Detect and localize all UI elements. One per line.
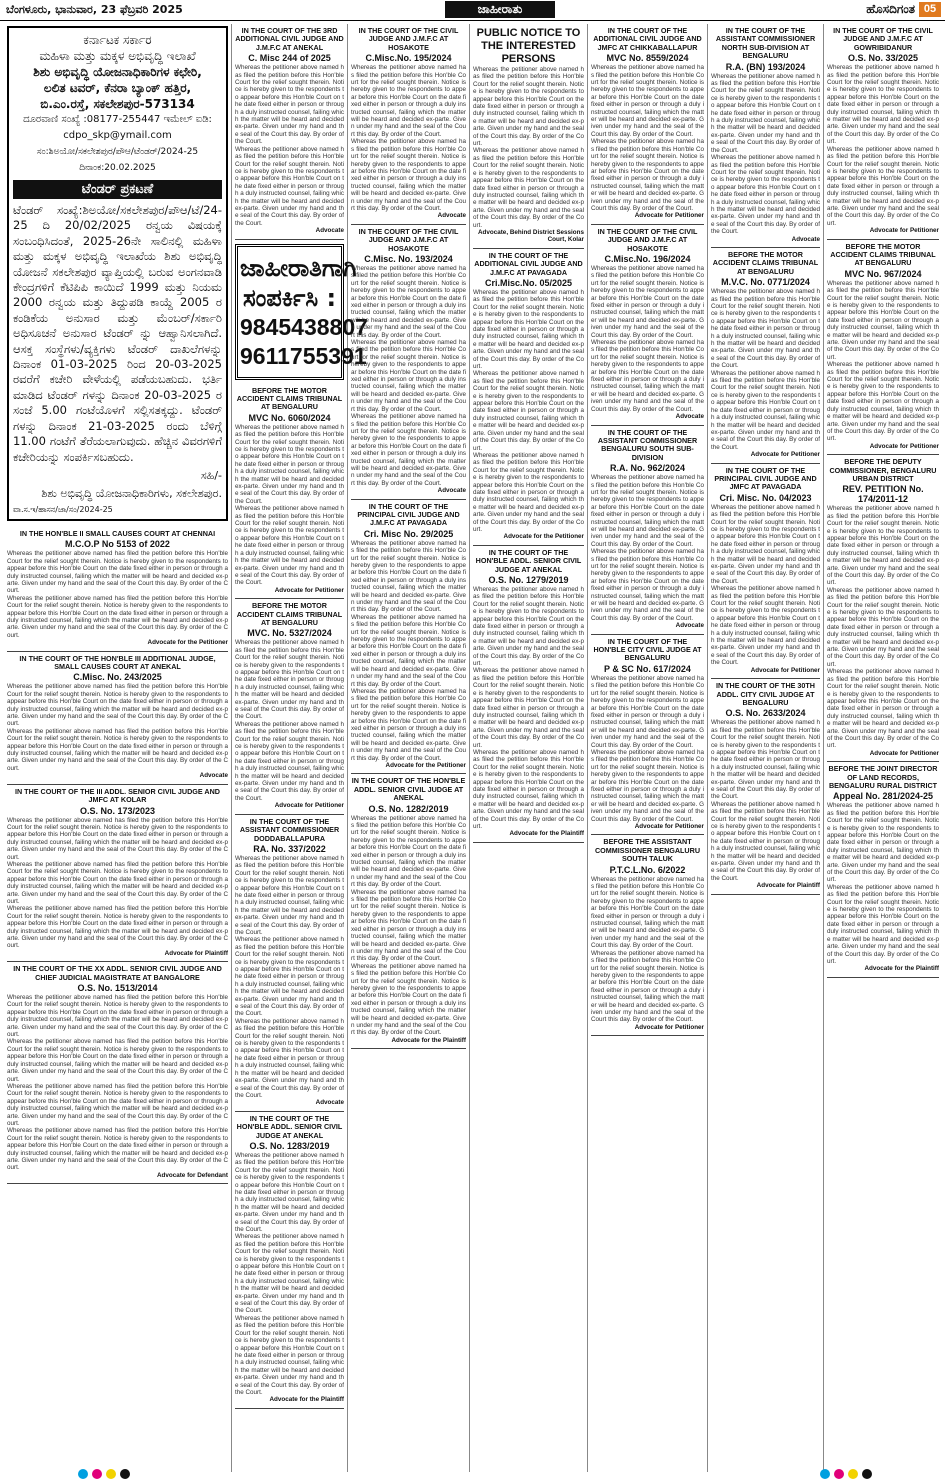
legal-notice xyxy=(351,225,466,500)
notice-case-no: C.Misc. No. 243/2025 xyxy=(73,672,162,683)
notice-body: Whereas the petitioner above named has filed the petition before this Hon'ble Court for the relief sought therein. Notice is hereby given to the respondents to appear before this Hon'ble Court on the date fixed either in person or through a duly instructed counsel, failing which the matter will be heard and decided ex-parte. Given under my hand and the seal of the Court this day. By order of the Court. xyxy=(7,1038,228,1083)
notice-case-no: MVC No. 8559/2024 xyxy=(606,53,689,64)
legal-notice xyxy=(351,500,466,775)
notice-body: Whereas the petitioner above named has filed the petition before this Hon'ble Court for the relief sought therein. Notice is hereby given to the respondents to appear before this Hon'ble Court on the date fixed either in person or through a duly instructed counsel, failing which the matter will be heard and decided ex-parte. Given under my hand and the seal of the Court this day. By order of the Court. xyxy=(827,279,939,361)
notice-court: IN THE COURT OF THE CIVIL JUDGE AND J.M.F.C AT HOSAKOTE xyxy=(597,226,698,253)
notice-case-no: P & SC No. 617/2024 xyxy=(604,663,691,674)
notice-body: Whereas the petitioner above named has filed the petition before this Hon'ble Court for the relief sought therein. Notice is hereby given to the respondents to appear before this Hon'ble Court on the date fixed either in person or through a duly instructed counsel, failing which the matter will be heard and decided ex-parte. Given under my hand and the seal of the Court this day. By order of the Court. xyxy=(591,64,704,138)
notice-advocate: Advocate for Petitioner xyxy=(750,666,820,674)
column-6 xyxy=(708,24,824,1472)
notice-advocate: Advocate for Petitioner xyxy=(869,442,939,450)
ad-phone: 9845438807 xyxy=(240,313,368,340)
notice-advocate: Advocate xyxy=(437,487,466,495)
notice-body: Whereas the petitioner above named has filed the petition before this Hon'ble Court for the relief sought therein. Notice is hereby given to the respondents to appear before this Hon'ble Court on the date fixed either in person or through a duly instructed counsel, failing which the matter will be heard and decided ex-parte. Given under my hand and the seal of the Court this day. By order of the Court. xyxy=(351,539,466,614)
notice-body: Whereas the petitioner above named has filed the petition before this Hon'ble Court for the relief sought therein. Notice is hereby given to the respondents to appear before this Hon'ble Court on the date fixed either in person or through a duly instructed counsel, failing which the matter will be heard and decided ex-parte. Given under my hand and the seal of the Court this day. By order of the Court. xyxy=(7,994,228,1039)
tender-line: ಕರ್ನಾಟಕ ಸರ್ಕಾರ xyxy=(83,33,152,47)
section-title: ಜಾಹೀರಾತು xyxy=(445,1,555,18)
notice-case-no: Cri. Misc No. 29/2025 xyxy=(363,528,454,539)
tender-notice xyxy=(7,26,228,521)
notice-case-no: Appeal No. 281/2024-25 xyxy=(832,791,934,802)
notice-body: Whereas the petitioner above named has filed the petition before this Hon'ble Court for the relief sought therein. Notice is hereby given to the respondents to appear before this Hon'ble Court on the date fixed either in person or through a duly instructed counsel, failing which the matter will be heard and decided ex-parte. Given under my hand and the seal of the Court this day. By order of the Court. xyxy=(7,550,228,595)
notice-body: Whereas the petitioner above named has filed the petition before this Hon'ble Court for the relief sought therein. Notice is hereby given to the respondents to appear before this Hon'ble Court on the date fixed either in person or through a duly instructed counsel, failing which the matter will be heard and decided ex-parte. Given under my hand and the seal of the Court this day. By order of the Court. xyxy=(591,264,704,339)
notice-court: IN THE COURT OF THE HON'BLE ADDL. SENIOR CIVIL JUDGE AT ANEKAL xyxy=(236,1113,343,1140)
legal-notice xyxy=(827,240,939,456)
notice-advocate: Advocate for Plaintiff xyxy=(756,882,820,890)
notice-body: Whereas the petitioner above named has filed the petition before this Hon'ble Court for the relief sought therein. Notice is hereby given to the respondents to appear before this Hon'ble Court on the date fixed either in person or through a duly instructed counsel, failing which the matter will be heard and decided ex-parte. Given under my hand and the seal of the Court this day. By order of the Court. xyxy=(7,1082,228,1127)
legal-notice xyxy=(591,635,704,836)
public-notice xyxy=(473,24,584,249)
tender-sign: ಸಹಿ/- xyxy=(200,468,222,482)
legal-notice xyxy=(711,679,820,895)
notice-case-no: MVC No. 967/2024 xyxy=(844,268,922,279)
notice-case-no: O.S. No. 1279/2019 xyxy=(488,575,569,585)
registration-mark-icon xyxy=(106,1469,116,1479)
notice-body: Whereas the petitioner above named has filed the petition before this Hon'ble Court for the relief sought therein. Notice is hereby given to the respondents to appear before this Hon'ble Court on the date fixed either in person or through a duly instructed counsel, failing which the matter will be heard and decided ex-parte. Given under my hand and the seal of the Court this day. By order of the Court. xyxy=(711,585,820,667)
tender-footer: ವಾ.ಸ.ಇ/ಹಾಸನ/ಜಾ/ಸಂ/2024-25 xyxy=(13,504,113,514)
column-1 xyxy=(4,24,232,1472)
notice-body: Whereas the petitioner above named has filed the petition before this Hon'ble Court for the relief sought therein. Notice is hereby given to the respondents to appear before this Hon'ble Court on the date fixed either in person or through a duly instructed counsel, failing which the matter will be heard and decided ex-parte. Given under my hand and the seal of the Court this day. By order of the Court. xyxy=(235,639,344,721)
notice-body: Whereas the petitioner above named has filed the petition before this Hon'ble Court for the relief sought therein. Notice is hereby given to the respondents to appear before this Hon'ble Court on the date fixed either in person or through a duly instructed counsel, failing which the matter will be heard and decided ex-parte. Given under my hand and the seal of the Court this day. By order of the Court. xyxy=(235,505,344,587)
registration-mark-icon xyxy=(862,1469,872,1479)
notice-body: Whereas the petitioner above named has filed the petition before this Hon'ble Court for the relief sought therein. Notice is hereby given to the respondents to appear before this Hon'ble Court on the date fixed either in person or through a duly instructed counsel, failing which the matter will be heard and decided ex-parte. Given under my hand and the seal of the Court this day. By order of the Court. xyxy=(473,667,584,749)
notice-court: IN THE COURT OF THE HON'BLE III ADDITIONAL JUDGE, SMALL CAUSES COURT AT ANEKAL xyxy=(19,653,216,671)
notice-body: Whereas the petitioner above named has filed the petition before this Hon'ble Court for the relief sought therein. Notice is hereby given to the respondents to appear before this Hon'ble Court on the date fixed either in person or through a duly instructed counsel, failing which the matter will be heard and decided ex-parte. Given under my hand and the seal of the Court this day. By order of the Court. xyxy=(591,949,704,1024)
legal-notice xyxy=(235,384,344,600)
column-4 xyxy=(470,24,588,1472)
notice-body: Whereas the petitioner above named has filed the petition before this Hon'ble Court for the relief sought therein. Notice is hereby given to the respondents to appear before this Hon'ble Court on the date fixed either in person or through a duly instructed counsel, failing which the matter will be heard and decided ex-parte. Given under my hand and the seal of the Court this day. By order of the Court. xyxy=(827,505,939,587)
notice-advocate: Advocate, Behind District Sessions Court, Kolar xyxy=(477,228,584,244)
legal-notice xyxy=(591,835,704,1036)
notice-body: Whereas the petitioner above named has filed the petition before this Hon'ble Court for the relief sought therein. Notice is hereby given to the respondents to appear before this Hon'ble Court on the date fixed either in person or through a duly instructed counsel, failing which the matter will be heard and decided ex-parte. Given under my hand and the seal of the Court this day. By order of the Court. xyxy=(235,423,344,505)
ad-phone: 9611755391 xyxy=(240,342,367,369)
notice-body: Whereas the petitioner above named has filed the petition before this Hon'ble Court for the relief sought therein. Notice is hereby given to the respondents to appear before this Hon'ble Court on the date fixed either in person or through a duly instructed counsel, failing which the matter will be heard and decided ex-parte. Given under my hand and the seal of the Court this day. By order of the Court. xyxy=(827,802,939,884)
ad-title: ಜಾಹೀರಾತಿಗಾಗಿ xyxy=(240,253,357,282)
notice-advocate: Advocate xyxy=(315,1099,344,1107)
notice-body: Whereas the petitioner above named has filed the petition before this Hon'ble Court for the relief sought therein. Notice is hereby given to the respondents to appear before this Hon'ble Court on the date fixed either in person or through a duly instructed counsel, failing which the matter will be heard and decided ex-parte. Given under my hand and the seal of the Court this day. By order of the Court. xyxy=(7,1127,228,1172)
notice-court: BEFORE THE ASSISTANT COMMISSIONER BENGALURU SOUTH TALUK xyxy=(594,837,701,864)
notice-case-no: O.S. No. 2633/2024 xyxy=(725,708,806,719)
notice-court: IN THE COURT OF THE ADDITIONAL CIVIL JUDGE AND JMFC AT CHIKKABALLAPUR xyxy=(593,26,702,52)
notice-court: IN THE COURT OF THE CIVIL JUDGE AND J.M.F.C AT HOSAKOTE xyxy=(358,26,459,52)
notice-court: IN THE COURT OF THE 30TH ADDL. CITY CIVIL JUDGE AT BENGALURU xyxy=(715,681,816,707)
tender-line: ಲಲಿತ ಟವರ್, ಕೆನರಾ ಬ್ಯಾಂಕ್ ಹತ್ತಿರ, xyxy=(43,81,192,95)
tender-line: ಮಹಿಳಾ ಮತ್ತು ಮಕ್ಕಳ ಅಭಿವೃದ್ಧಿ ಇಲಾಖೆ xyxy=(39,49,196,63)
notice-advocate: Advocate xyxy=(199,772,228,780)
notice-advocate: Advocate for the Petitioner xyxy=(147,639,228,647)
masthead: ಹೊಸದಿಗಂತ xyxy=(866,2,915,16)
page-number: 05 xyxy=(919,2,941,17)
notice-body: Whereas the petitioner above named has filed the petition before this Hon'ble Court for the relief sought therein. Notice is hereby given to the respondents to appear before this Hon'ble Court on the date fixed either in person or through a duly instructed counsel, failing which the matter will be heard and decided ex-parte. Given under my hand and the seal of the Court this day. By order of the Court. xyxy=(711,72,820,154)
notice-court: IN THE COURT OF THE CIVIL JUDGE AND J.M.F.C AT GOWRIBIDANUR xyxy=(833,26,933,52)
notice-body: Whereas the petitioner above named has filed the petition before this Hon'ble Court for the relief sought therein. Notice is hereby given to the respondents to appear before this Hon'ble Court on the date fixed either in person or through a duly instructed counsel, failing which the matter will be heard and decided ex-parte. Given under my hand and the seal of the Court this day. By order of the Court. xyxy=(473,748,584,830)
notice-body: Whereas the petitioner above named has filed the petition before this Hon'ble Court for the relief sought therein. Notice is hereby given to the respondents to appear before this Hon'ble Court on the date fixed either in person or through a duly instructed counsel, failing which the matter will be heard and decided ex-parte. Given under my hand and the seal of the Court this day. By order of the Court. xyxy=(711,719,820,801)
registration-mark-icon xyxy=(820,1469,830,1479)
notice-court: IN THE COURT OF THE ASSISTANT COMMISSIONER DODDABALLAPURA xyxy=(239,816,340,843)
notice-body: Whereas the petitioner above named has filed the petition before this Hon'ble Court for the relief sought therein. Notice is hereby given to the respondents to appear before this Hon'ble Court on the date fixed either in person or through a duly instructed counsel, failing which the matter will be heard and decided ex-parte. Given under my hand and the seal of the Court this day. By order of the Court. xyxy=(711,288,820,370)
notice-body: Whereas the petitioner above named has filed the petition before this Hon'ble Court for the relief sought therein. Notice is hereby given to the respondents to appear before this Hon'ble Court on the date fixed either in person or through a duly instructed counsel, failing which the matter will be heard and decided ex-parte. Given under my hand and the seal of the Court this day. By order of the Court. xyxy=(827,64,939,146)
notice-body: Whereas the petitioner above named has filed the petition before this Hon'ble Court for the relief sought therein. Notice is hereby given to the respondents to appear before this Hon'ble Court on the date fixed either in person or through a duly instructed counsel, failing which the matter will be heard and decided ex-parte. Given under my hand and the seal of the Court this day. By order of the Court. xyxy=(591,138,704,212)
notice-body: Whereas the petitioner above named has filed the petition before this Hon'ble Court for the relief sought therein. Notice is hereby given to the respondents to appear before this Hon'ble Court on the date fixed either in person or through a duly instructed counsel, failing which the matter will be heard and decided ex-parte. Given under my hand and the seal of the Court this day. By order of the Court. xyxy=(827,668,939,750)
notice-body: Whereas the petitioner above named has filed the petition before this Hon'ble Court for the relief sought therein. Notice is hereby given to the respondents to appear before this Hon'ble Court on the date fixed either in person or through a duly instructed counsel, failing which the matter will be heard and decided ex-parte. Given under my hand and the seal of the Court this day. By order of the Court. xyxy=(351,962,466,1037)
notice-advocate: Advocate xyxy=(675,622,704,630)
notice-court: IN THE COURT OF THE PRINCIPAL CIVIL JUDGE AND J.M.F.C AT PAVAGADA xyxy=(357,501,460,528)
notice-body: Whereas the petitioner above named has filed the petition before this Hon'ble Court for the relief sought therein. Notice is hereby given to the respondents to appear before this Hon'ble Court on the date fixed either in person or through a duly instructed counsel, failing which the matter will be heard and decided ex-parte. Given under my hand and the seal of the Court this day. By order of the Court. xyxy=(827,361,939,443)
notice-body: Whereas the petitioner above named has filed the petition before this Hon'ble Court for the relief sought therein. Notice is hereby given to the respondents to appear before this Hon'ble Court on the date fixed either in person or through a duly instructed counsel, failing which the matter will be heard and decided ex-parte. Given under my hand and the seal of the Court this day. By order of the Court. xyxy=(473,147,584,229)
notice-body: Whereas the petitioner above named has filed the petition before this Hon'ble Court for the relief sought therein. Notice is hereby given to the respondents to appear before this Hon'ble Court on the date fixed either in person or through a duly instructed counsel, failing which the matter will be heard and decided ex-parte. Given under my hand and the seal of the Court this day. By order of the Court. xyxy=(711,154,820,236)
notice-court: IN THE COURT OF THE ADDITIONAL CIVIL JUDGE AND J.M.F.C AT PAVAGADA xyxy=(474,250,583,277)
notice-body: Whereas the petitioner above named has filed the petition before this Hon'ble Court for the relief sought therein. Notice is hereby given to the respondents to appear before this Hon'ble Court on the date fixed either in person or through a duly instructed counsel, failing which the matter will be heard and decided ex-parte. Given under my hand and the seal of the Court this day. By order of the Court. xyxy=(235,854,344,936)
notice-body: Whereas the petitioner above named has filed the petition before this Hon'ble Court for the relief sought therein. Notice is hereby given to the respondents to appear before this Hon'ble Court on the date fixed either in person or through a duly instructed counsel, failing which the matter will be heard and decided ex-parte. Given under my hand and the seal of the Court this day. By order of the Court. xyxy=(473,66,584,148)
tender-title: ಟೆಂಡರ್ ಪ್ರಕಟಣೆ xyxy=(13,180,222,199)
notice-body: Whereas the petitioner above named has filed the petition before this Hon'ble Court for the relief sought therein. Notice is hereby given to the respondents to appear before this Hon'ble Court on the date fixed either in person or through a duly instructed counsel, failing which the matter will be heard and decided ex-parte. Given under my hand and the seal of the Court this day. By order of the Court. xyxy=(591,474,704,548)
notice-case-no: C.Misc.No. 195/2024 xyxy=(365,53,452,64)
notice-case-no: R.A. No. 962/2024 xyxy=(609,463,686,474)
notice-case-no: MVC. No. 5327/2024 xyxy=(247,628,332,639)
notice-body: Whereas the petitioner above named has filed the petition before this Hon'ble Court for the relief sought therein. Notice is hereby given to the respondents to appear before this Hon'ble Court on the date fixed either in person or through a duly instructed counsel, failing which the matter will be heard and decided ex-parte. Given under my hand and the seal of the Court this day. By order of the Court. xyxy=(7,727,228,772)
notice-body: Whereas the petitioner above named has filed the petition before this Hon'ble Court for the relief sought therein. Notice is hereby given to the respondents to appear before this Hon'ble Court on the date fixed either in person or through a duly instructed counsel, failing which the matter will be heard and decided ex-parte. Given under my hand and the seal of the Court this day. By order of the Court. xyxy=(235,936,344,1018)
notice-advocate: Advocate for the Plaintiff xyxy=(269,1396,344,1404)
notice-case-no: C.Misc. No. 193/2024 xyxy=(364,253,453,264)
legal-notice xyxy=(7,652,228,785)
legal-notice xyxy=(235,599,344,815)
notice-case-no: M.V.C. No. 0771/2024 xyxy=(721,277,810,288)
notice-body: Whereas the petitioner above named has filed the petition before this Hon'ble Court for the relief sought therein. Notice is hereby given to the respondents to appear before this Hon'ble Court on the date fixed either in person or through a duly instructed counsel, failing which the matter will be heard and decided ex-parte. Given under my hand and the seal of the Court this day. By order of the Court. xyxy=(711,800,820,882)
column-7 xyxy=(824,24,942,1472)
notice-case-no: C. Misc 244 of 2025 xyxy=(248,53,331,64)
legal-notice xyxy=(7,962,228,1184)
notice-court: IN THE COURT OF THE 3RD ADDITIONAL CIVIL JUDGE AND J.M.F.C AT ANEKAL xyxy=(235,26,344,52)
public-notice-title: PUBLIC NOTICE TO THE INTERESTED PERSONS xyxy=(476,27,581,65)
notice-case-no: O.S. No. 33/2025 xyxy=(847,53,919,64)
notice-body: Whereas the petitioner above named has filed the petition before this Hon'ble Court for the relief sought therein. Notice is hereby given to the respondents to appear before this Hon'ble Court on the date fixed either in person or through a duly instructed counsel, failing which the matter will be heard and decided ex-parte. Given under my hand and the seal of the Court this day. By order of the Court. xyxy=(351,413,466,487)
notice-case-no: MVC No. 6060/2024 xyxy=(248,412,331,423)
notice-body: Whereas the petitioner above named has filed the petition before this Hon'ble Court for the relief sought therein. Notice is hereby given to the respondents to appear before this Hon'ble Court on the date fixed either in person or through a duly instructed counsel, failing which the matter will be heard and decided ex-parte. Given under my hand and the seal of the Court this day. By order of the Court. xyxy=(473,451,584,533)
notice-body: Whereas the petitioner above named has filed the petition before this Hon'ble Court for the relief sought therein. Notice is hereby given to the respondents to appear before this Hon'ble Court on the date fixed either in person or through a duly instructed counsel, failing which the matter will be heard and decided ex-parte. Given under my hand and the seal of the Court this day. By order of the Court. xyxy=(7,594,228,639)
notice-case-no: O.S. No. 173/2023 xyxy=(79,805,156,816)
notice-body: Whereas the petitioner above named has filed the petition before this Hon'ble Court for the relief sought therein. Notice is hereby given to the respondents to appear before this Hon'ble Court on the date fixed either in person or through a duly instructed counsel, failing which the matter will be heard and decided ex-parte. Given under my hand and the seal of the Court this day. By order of the Court. xyxy=(827,883,939,965)
notice-case-no: R.A. (BN) 193/2024 xyxy=(725,61,806,72)
registration-mark-icon xyxy=(834,1469,844,1479)
legal-notice xyxy=(235,24,344,240)
notice-case-no: P.T.C.L.No. 6/2022 xyxy=(609,864,686,875)
notice-court: BEFORE THE MOTOR ACCIDENT CLAIMS TRIBUNAL AT BENGALURU xyxy=(236,601,343,627)
notice-body: Whereas the petitioner above named has filed the petition before this Hon'ble Court for the relief sought therein. Notice is hereby given to the respondents to appear before this Hon'ble Court on the date fixed either in person or through a duly instructed counsel, failing which the matter will be heard and decided ex-parte. Given under my hand and the seal of the Court this day. By order of the Court. xyxy=(351,339,466,413)
notice-advocate: Advocate for Petitioner xyxy=(634,1023,704,1031)
notice-body: Whereas the petitioner above named has filed the petition before this Hon'ble Court for the relief sought therein. Notice is hereby given to the respondents to appear before this Hon'ble Court on the date fixed either in person or through a duly instructed counsel, failing which the matter will be heard and decided ex-parte. Given under my hand and the seal of the Court this day. By order of the Court. xyxy=(711,369,820,451)
registration-mark-icon xyxy=(78,1469,88,1479)
notice-body: Whereas the petitioner above named has filed the petition before this Hon'ble Court for the relief sought therein. Notice is hereby given to the respondents to appear before this Hon'ble Court on the date fixed either in person or through a duly instructed counsel, failing which the matter will be heard and decided ex-parte. Given under my hand and the seal of the Court this day. By order of the Court. xyxy=(351,64,466,138)
notice-body: Whereas the petitioner above named has filed the petition before this Hon'ble Court for the relief sought therein. Notice is hereby given to the respondents to appear before this Hon'ble Court on the date fixed either in person or through a duly instructed counsel, failing which the matter will be heard and decided ex-parte. Given under my hand and the seal of the Court this day. By order of the Court. xyxy=(473,586,584,668)
notice-case-no: Cri. Misc. No. 04/2023 xyxy=(719,492,812,503)
column-5 xyxy=(588,24,708,1472)
registration-mark-icon xyxy=(120,1469,130,1479)
notice-body: Whereas the petitioner above named has filed the petition before this Hon'ble Court for the relief sought therein. Notice is hereby given to the respondents to appear before this Hon'ble Court on the date fixed either in person or through a duly instructed counsel, failing which the matter will be heard and decided ex-parte. Given under my hand and the seal of the Court this day. By order of the Court. xyxy=(235,145,344,227)
legal-notice xyxy=(351,24,466,225)
notice-court: BEFORE THE MOTOR ACCIDENT CLAIMS TRIBUNAL AT BENGALURU xyxy=(830,241,936,268)
notice-body: Whereas the petitioner above named has filed the petition before this Hon'ble Court for the relief sought therein. Notice is hereby given to the respondents to appear before this Hon'ble Court on the date fixed either in person or through a duly instructed counsel, failing which the matter will be heard and decided ex-parte. Given under my hand and the seal of the Court this day. By order of the Court. xyxy=(7,683,228,728)
notice-body: Whereas the petitioner above named has filed the petition before this Hon'ble Court for the relief sought therein. Notice is hereby given to the respondents to appear before this Hon'ble Court on the date fixed either in person or through a duly instructed counsel, failing which the matter will be heard and decided ex-parte. Given under my hand and the seal of the Court this day. By order of the Court. xyxy=(351,613,466,688)
notice-advocate: Advocate for Defendant xyxy=(156,1171,228,1179)
notice-court: BEFORE THE DEPUTY COMMISSIONER, BENGALURU URBAN DISTRICT xyxy=(829,457,937,483)
tender-line: ಶಿಶು ಅಭಿವೃದ್ಧಿ ಯೋಜನಾಧಿಕಾರಿಗಳ ಕಛೇರಿ, xyxy=(33,65,202,79)
notice-case-no: RA. No. 337/2022 xyxy=(253,843,326,854)
notice-court: BEFORE THE JOINT DIRECTOR OF LAND RECORDS, BENGALURU RURAL DISTRICT xyxy=(828,764,938,790)
legal-notice xyxy=(7,527,228,652)
notice-body: Whereas the petitioner above named has filed the petition before this Hon'ble Court for the relief sought therein. Notice is hereby given to the respondents to appear before this Hon'ble Court on the date fixed either in person or through a duly instructed counsel, failing which the matter will be heard and decided ex-parte. Given under my hand and the seal of the Court this day. By order of the Court. xyxy=(591,674,704,749)
notice-body: Whereas the petitioner above named has filed the petition before this Hon'ble Court for the relief sought therein. Notice is hereby given to the respondents to appear before this Hon'ble Court on the date fixed either in person or through a duly instructed counsel, failing which the matter will be heard and decided ex-parte. Given under my hand and the seal of the Court this day. By order of the Court. xyxy=(473,370,584,452)
tender-email: cdpo_skp@ymail.com xyxy=(63,130,172,141)
legal-notice xyxy=(827,762,939,978)
notice-body: Whereas the petitioner above named has filed the petition before this Hon'ble Court for the relief sought therein. Notice is hereby given to the respondents to appear before this Hon'ble Court on the date fixed either in person or through a duly instructed counsel, failing which the matter will be heard and decided ex-parte. Given under my hand and the seal of the Court this day. By order of the Court. xyxy=(235,1233,344,1315)
legal-notice xyxy=(7,785,228,963)
tender-line: ಬಿ.ಎಂ.ರಸ್ತೆ, ಸಕಲೇಶಪುರ-573134 xyxy=(40,97,195,111)
legal-notice xyxy=(351,774,466,1049)
notice-court: IN THE COURT OF THE HON'BLE CITY CIVIL JUDGE AT BENGALURU xyxy=(593,636,702,663)
notice-court: IN THE HON'BLE II SMALL CAUSES COURT AT CHENNAI xyxy=(19,528,216,538)
notice-body: Whereas the petitioner above named has filed the petition before this Hon'ble Court for the relief sought therein. Notice is hereby given to the respondents to appear before this Hon'ble Court on the date fixed either in person or through a duly instructed counsel, failing which the matter will be heard and decided ex-parte. Given under my hand and the seal of the Court this day. By order of the Court. xyxy=(351,814,466,889)
notice-advocate: Advocate for Petitioner xyxy=(869,227,939,235)
notice-advocate: Advocate for the Petitioner xyxy=(385,761,466,769)
notice-court: IN THE COURT OF THE HON'BLE ADDL. SENIOR CIVIL JUDGE AT ANEKAL xyxy=(351,776,466,803)
notice-case-no: REV. PETITION No. 174/2011-12 xyxy=(842,484,924,505)
notice-court: IN THE COURT OF THE ASSISTANT COMMISSIONER NORTH SUB-DIVISION AT BENGALURU xyxy=(715,26,816,61)
column-3 xyxy=(348,24,470,1472)
notice-body: Whereas the petitioner above named has filed the petition before this Hon'ble Court for the relief sought therein. Notice is hereby given to the respondents to appear before this Hon'ble Court on the date fixed either in person or through a duly instructed counsel, failing which the matter will be heard and decided ex-parte. Given under my hand and the seal of the Court this day. By order of the Court. xyxy=(7,816,228,861)
notice-case-no: M.C.O.P No 5153 of 2022 xyxy=(65,539,170,550)
notice-body: Whereas the petitioner above named has filed the petition before this Hon'ble Court for the relief sought therein. Notice is hereby given to the respondents to appear before this Hon'ble Court on the date fixed either in person or through a duly instructed counsel, failing which the matter will be heard and decided ex-parte. Given under my hand and the seal of the Court this day. By order of the Court. xyxy=(591,875,704,950)
notice-body: Whereas the petitioner above named has filed the petition before this Hon'ble Court for the relief sought therein. Notice is hereby given to the respondents to appear before this Hon'ble Court on the date fixed either in person or through a duly instructed counsel, failing which the matter will be heard and decided ex-parte. Given under my hand and the seal of the Court this day. By order of the Court. xyxy=(235,64,344,146)
notice-advocate: Advocate xyxy=(675,413,704,421)
tender-body: ಟೆಂಡರ್ ಸಂಖ್ಯೆ:ಶಿಅಯೋ/ಸಕಲೇಶಪುರ/ಪೌಆ/ಟೆ/24-25 ದಿ 20/02/2025 ರನ್ವಯ ವಿಷಯಕ್ಕೆ ಸಂಬಂಧಿಸಿದಂತೆ, 2025-26ನೇ ಸಾಲಿನಲ್ಲಿ ಮಹಿಳಾ ಮತ್ತು ಮಕ್ಕಳ ಅಭಿವೃದ್ಧಿ ಇಲಾಖೆಯ ಶಿಶು ಅಭಿವೃದ್ಧಿ ಯೋಜನೆ ಸಕಲೇಶಪುರ ವ್ಯಾಪ್ತಿಯಲ್ಲಿ ಬರುವ ಅಂಗನವಾಡಿ ಕೇಂದ್ರಗಳಿಗೆ ಕೆಟಿಪಿಪಿ ಕಾಯಿದೆ 1999 ಮತ್ತು ನಿಯಮ 2000 ರನ್ವಯ ಮತ್ತು ತಿದ್ದುಪಡಿ ಕಾಯ್ದೆ 2005 ರ ಕಂಡಿಕೆಯ ಅನುಸಾರ ಮತ್ತು ಮೆಂಬರ್/ಸರ್ಕಾರಿ ಅಧಿಸೂಚನೆ ಅನುಸಾರ ಟೆಂಡರ್ ನ್ನು ಆಹ್ವಾನಿಸಲಾಗಿದೆ. ಆಸಕ್ತ ಸಂಸ್ಥೆಗಳು/ವ್ಯಕ್ತಿಗಳು ಟೆಂಡರ್ ದಾಖಲೆಗಳನ್ನು ದಿನಾಂಕ 01-03-2025 ರಿಂದ 20-03-2025 ರವರೆಗೆ ಕಚೇರಿ ವೇಳೆಯಲ್ಲಿ ಪಡೆಯಬಹುದು. ಭರ್ತಿ ಮಾಡಿದ ಟೆಂಡರ್ ಗಳನ್ನು ದಿನಾಂಕ 20-03-2025 ರ ಸಂಜೆ 5.00 ಗಂಟೆಯೊಳಗೆ ಸಲ್ಲಿಸತಕ್ಕದ್ದು. ಟೆಂಡರ್ ಗಳನ್ನು ದಿನಾಂಕ 21-03-2025 ರಂದು ಬೆಳಿಗ್ಗೆ 11.00 ಗಂಟೆಗೆ ತೆರೆಯಲಾಗುವುದು. ಹೆಚ್ಚಿನ ವಿವರಗಳಿಗೆ ಕಚೇರಿಯನ್ನು ಸಂಪರ್ಕಿಸಬಹುದು. xyxy=(13,203,222,464)
legal-notice xyxy=(827,24,939,240)
tender-sign-office: ಶಿಶು ಅಭಿವೃದ್ಧಿ ಯೋಜನಾಧಿಕಾರಿಗಳು, ಸಕಲೇಶಪುರ. xyxy=(41,486,222,500)
notice-body: Whereas the petitioner above named has filed the petition before this Hon'ble Court for the relief sought therein. Notice is hereby given to the respondents to appear before this Hon'ble Court on the date fixed either in person or through a duly instructed counsel, failing which the matter will be heard and decided ex-parte. Given under my hand and the seal of the Court this day. By order of the Court. xyxy=(351,264,466,339)
notice-body: Whereas the petitioner above named has filed the petition before this Hon'ble Court for the relief sought therein. Notice is hereby given to the respondents to appear before this Hon'ble Court on the date fixed either in person or through a duly instructed counsel, failing which the matter will be heard and decided ex-parte. Given under my hand and the seal of the Court this day. By order of the Court. xyxy=(591,548,704,622)
notice-case-no: O.S. No. 1283/2019 xyxy=(249,1140,330,1151)
notice-advocate: Advocate for Petitioner xyxy=(634,212,704,220)
legal-notice xyxy=(473,249,584,546)
notice-body: Whereas the petitioner above named has filed the petition before this Hon'ble Court for the relief sought therein. Notice is hereby given to the respondents to appear before this Hon'ble Court on the date fixed either in person or through a duly instructed counsel, failing which the matter will be heard and decided ex-parte. Given under my hand and the seal of the Court this day. By order of the Court. xyxy=(827,586,939,668)
notice-body: Whereas the petitioner above named has filed the petition before this Hon'ble Court for the relief sought therein. Notice is hereby given to the respondents to appear before this Hon'ble Court on the date fixed either in person or through a duly instructed counsel, failing which the matter will be heard and decided ex-parte. Given under my hand and the seal of the Court this day. By order of the Court. xyxy=(351,687,466,762)
notice-court: BEFORE THE MOTOR ACCIDENT CLAIMS TRIBUNAL AT BENGALURU xyxy=(236,385,343,412)
notice-court: IN THE COURT OF THE CIVIL JUDGE AND J.M.F.C AT HOSAKOTE xyxy=(358,226,459,253)
notice-body: Whereas the petitioner above named has filed the petition before this Hon'ble Court for the relief sought therein. Notice is hereby given to the respondents to appear before this Hon'ble Court on the date fixed either in person or through a duly instructed counsel, failing which the matter will be heard and decided ex-parte. Given under my hand and the seal of the Court this day. By order of the Court. xyxy=(7,860,228,905)
notice-case-no: O.S. No. 1282/2019 xyxy=(368,803,449,814)
notice-body: Whereas the petitioner above named has filed the petition before this Hon'ble Court for the relief sought therein. Notice is hereby given to the respondents to appear before this Hon'ble Court on the date fixed either in person or through a duly instructed counsel, failing which the matter will be heard and decided ex-parte. Given under my hand and the seal of the Court this day. By order of the Court. xyxy=(235,1151,344,1233)
legal-notice xyxy=(473,546,584,843)
notice-advocate: Advocate for the Plaintiff xyxy=(864,965,939,973)
registration-mark-icon xyxy=(92,1469,102,1479)
notice-court: IN THE COURT OF THE ASSISTANT COMMISSIONER BENGALURU SOUTH SUB-DIVISION xyxy=(597,427,698,462)
registration-mark-icon xyxy=(848,1469,858,1479)
ad-subtitle: ಸಂಪರ್ಕಿಸಿ : xyxy=(242,283,337,312)
advertisement-contact-box xyxy=(235,244,368,380)
notice-court: IN THE COURT OF THE HON'BLE ADDL. SENIOR CIVIL JUDGE AT ANEKAL xyxy=(475,547,582,574)
notice-body: Whereas the petitioner above named has filed the petition before this Hon'ble Court for the relief sought therein. Notice is hereby given to the respondents to appear before this Hon'ble Court on the date fixed either in person or through a duly instructed counsel, failing which the matter will be heard and decided ex-parte. Given under my hand and the seal of the Court this day. By order of the Court. xyxy=(711,503,820,585)
edition-date: ಬೆಂಗಳೂರು, ಭಾನುವಾರ, 23 ಫೆಬ್ರವರಿ 2025 xyxy=(6,3,183,16)
notice-body: Whereas the petitioner above named has filed the petition before this Hon'ble Court for the relief sought therein. Notice is hereby given to the respondents to appear before this Hon'ble Court on the date fixed either in person or through a duly instructed counsel, failing which the matter will be heard and decided ex-parte. Given under my hand and the seal of the Court this day. By order of the Court. xyxy=(7,905,228,950)
legal-notice xyxy=(591,24,704,225)
notice-advocate: Advocate for Petitioner xyxy=(274,802,344,810)
notice-advocate: Advocate for the Plaintiff xyxy=(391,1036,466,1044)
notice-advocate: Advocate for Petitioner xyxy=(274,586,344,594)
tender-ref: ಸಂ:ಶಿಅಯೋ/ಸಕಲೇಶಪುರ/ಪೌಆ/ಟೆಂಡರ್/2024-25 ದಿನಾಂಕ:20.02.2025 xyxy=(36,147,199,173)
legal-notice xyxy=(591,225,704,426)
legal-notice xyxy=(235,1112,344,1409)
notice-body: Whereas the petitioner above named has filed the petition before this Hon'ble Court for the relief sought therein. Notice is hereby given to the respondents to appear before this Hon'ble Court on the date fixed either in person or through a duly instructed counsel, failing which the matter will be heard and decided ex-parte. Given under my hand and the seal of the Court this day. By order of the Court. xyxy=(351,138,466,212)
notice-court: BEFORE THE MOTOR ACCIDENT CLAIMS TRIBUNAL AT BENGALURU xyxy=(712,249,819,276)
notice-advocate: Advocate xyxy=(315,227,344,235)
notice-court: IN THE COURT OF THE PRINCIPAL CIVIL JUDGE AND JMFC AT PAVAGADA xyxy=(714,465,817,492)
notice-advocate: Advocate for the Plaintiff xyxy=(509,830,584,838)
column-2 xyxy=(232,24,368,1472)
notice-advocate: Advocate for Petitioner xyxy=(634,823,704,830)
notice-body: Whereas the petitioner above named has filed the petition before this Hon'ble Court for the relief sought therein. Notice is hereby given to the respondents to appear before this Hon'ble Court on the date fixed either in person or through a duly instructed counsel, failing which the matter will be heard and decided ex-parte. Given under my hand and the seal of the Court this day. By order of the Court. xyxy=(473,288,584,371)
notice-advocate: Advocate xyxy=(791,235,820,243)
notice-advocate: Advocate for Petitioner xyxy=(750,451,820,459)
notice-body: Whereas the petitioner above named has filed the petition before this Hon'ble Court for the relief sought therein. Notice is hereby given to the respondents to appear before this Hon'ble Court on the date fixed either in person or through a duly instructed counsel, failing which the matter will be heard and decided ex-parte. Given under my hand and the seal of the Court this day. By order of the Court. xyxy=(591,748,704,823)
notice-case-no: Cri.Misc.No. 05/2025 xyxy=(484,277,573,288)
notice-advocate: Advocate for the Petitioner xyxy=(503,533,584,541)
legal-notice xyxy=(827,455,939,762)
notice-body: Whereas the petitioner above named has filed the petition before this Hon'ble Court for the relief sought therein. Notice is hereby given to the respondents to appear before this Hon'ble Court on the date fixed either in person or through a duly instructed counsel, failing which the matter will be heard and decided ex-parte. Given under my hand and the seal of the Court this day. By order of the Court. xyxy=(351,888,466,963)
legal-notice xyxy=(711,24,820,248)
notice-body: Whereas the petitioner above named has filed the petition before this Hon'ble Court for the relief sought therein. Notice is hereby given to the respondents to appear before this Hon'ble Court on the date fixed either in person or through a duly instructed counsel, failing which the matter will be heard and decided ex-parte. Given under my hand and the seal of the Court this day. By order of the Court. xyxy=(235,720,344,802)
notice-case-no: O.S. No. 1513/2014 xyxy=(77,983,158,994)
notice-court: IN THE COURT OF THE XX ADDL. SENIOR CIVIL JUDGE AND CHIEF JUDICIAL MAGISTRATE AT BANGALORE xyxy=(13,964,222,982)
legal-notice xyxy=(711,464,820,680)
notice-advocate: Advocate xyxy=(437,212,466,220)
notice-court: IN THE COURT OF THE III ADDL. SENIOR CIVIL JUDGE AND JMFC AT KOLAR xyxy=(15,786,220,805)
legal-notice xyxy=(591,426,704,635)
notice-body: Whereas the petitioner above named has filed the petition before this Hon'ble Court for the relief sought therein. Notice is hereby given to the respondents to appear before this Hon'ble Court on the date fixed either in person or through a duly instructed counsel, failing which the matter will be heard and decided ex-parte. Given under my hand and the seal of the Court this day. By order of the Court. xyxy=(591,339,704,413)
notice-body: Whereas the petitioner above named has filed the petition before this Hon'ble Court for the relief sought therein. Notice is hereby given to the respondents to appear before this Hon'ble Court on the date fixed either in person or through a duly instructed counsel, failing which the matter will be heard and decided ex-parte. Given under my hand and the seal of the Court this day. By order of the Court. xyxy=(235,1017,344,1099)
notice-case-no: C.Misc.No. 196/2024 xyxy=(604,253,691,264)
legal-notice xyxy=(711,248,820,464)
notice-body: Whereas the petitioner above named has filed the petition before this Hon'ble Court for the relief sought therein. Notice is hereby given to the respondents to appear before this Hon'ble Court on the date fixed either in person or through a duly instructed counsel, failing which the matter will be heard and decided ex-parte. Given under my hand and the seal of the Court this day. By order of the Court. xyxy=(827,145,939,227)
page-header xyxy=(0,0,945,21)
tender-line: ದೂರವಾಣಿ ಸಂಖ್ಯೆ :08177-255447 ಇಮೇಲ್ ಐಡಿ: xyxy=(23,114,212,125)
notice-body: Whereas the petitioner above named has filed the petition before this Hon'ble Court for the relief sought therein. Notice is hereby given to the respondents to appear before this Hon'ble Court on the date fixed either in person or through a duly instructed counsel, failing which the matter will be heard and decided ex-parte. Given under my hand and the seal of the Court this day. By order of the Court. xyxy=(235,1314,344,1396)
legal-notice xyxy=(235,815,344,1112)
notice-advocate: Advocate for Petitioner xyxy=(869,749,939,757)
notice-advocate: Advocate for Plaintiff xyxy=(164,949,228,957)
